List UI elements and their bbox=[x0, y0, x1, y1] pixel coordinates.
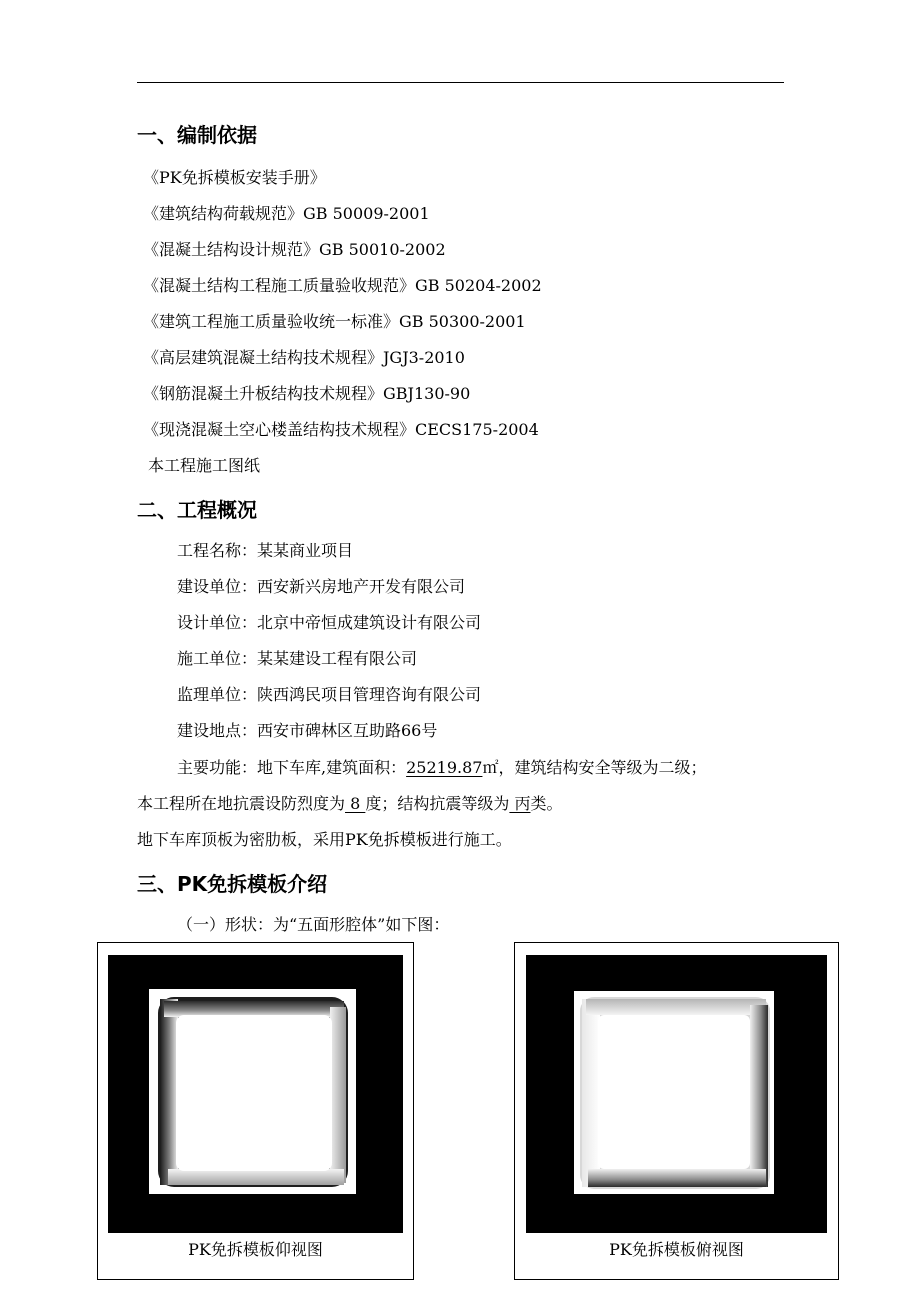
project-info-item: 建设地点：西安市碑林区互助路66号 bbox=[177, 721, 438, 740]
function-prefix: 主要功能：地下车库,建筑面积： bbox=[177, 758, 407, 777]
reference-item: 《现浇混凝土空心楼盖结构技术规程》CECS175-2004 bbox=[143, 420, 539, 439]
reference-item: 《高层建筑混凝土结构技术规程》JGJ3-2010 bbox=[143, 348, 465, 367]
main-function-line bbox=[177, 757, 706, 779]
project-info-item: 监理单位：陕西鸿民项目管理咨询有限公司 bbox=[177, 685, 482, 704]
project-info-item: 施工单位：某某建设工程有限公司 bbox=[177, 649, 418, 668]
reference-item: 《混凝土结构工程施工质量验收规范》GB 50204-2002 bbox=[143, 276, 542, 295]
reference-item: 《混凝土结构设计规范》GB 50010-2002 bbox=[143, 240, 446, 259]
section-heading-basis: 一、编制依据 bbox=[137, 123, 257, 147]
section-heading-overview: 二、工程概况 bbox=[137, 498, 257, 522]
seismic-suffix: 类。 bbox=[530, 794, 563, 813]
seismic-mid: 度；结构抗震等级为 bbox=[365, 794, 510, 813]
project-info-item: 建设单位：西安新兴房地产开发有限公司 bbox=[177, 577, 466, 596]
figure-box-top-view bbox=[514, 942, 839, 1280]
seismic-class-value: 丙 bbox=[509, 794, 531, 813]
figure-caption: PK免拆模板俯视图 bbox=[609, 1240, 744, 1259]
seismic-line bbox=[137, 793, 563, 815]
shape-line: （一）形状：为“五面形腔体”如下图： bbox=[177, 915, 450, 934]
figure-caption: PK免拆模板仰视图 bbox=[188, 1240, 323, 1259]
project-info-item: 工程名称：某某商业项目 bbox=[177, 541, 354, 560]
reference-item: 《钢筋混凝土升板结构技术规程》GBJ130-90 bbox=[143, 384, 471, 403]
seismic-degree-value: 8 bbox=[345, 794, 366, 813]
building-area-value: 25219.87 bbox=[406, 758, 483, 777]
function-suffix: ㎡，建筑结构安全等级为二级； bbox=[482, 758, 707, 777]
reference-item: 本工程施工图纸 bbox=[148, 456, 261, 475]
reference-item: 《建筑工程施工质量验收统一标准》GB 50300-2001 bbox=[143, 312, 526, 331]
header-rule bbox=[137, 82, 784, 83]
seismic-prefix: 本工程所在地抗震设防烈度为 bbox=[137, 794, 346, 813]
section-heading-intro: 三、PK免拆模板介绍 bbox=[137, 872, 328, 896]
project-info-item: 设计单位：北京中帝恒成建筑设计有限公司 bbox=[177, 613, 482, 632]
reference-item: 《建筑结构荷载规范》GB 50009-2001 bbox=[143, 204, 430, 223]
formwork-bottom-view-image bbox=[108, 955, 403, 1233]
reference-item: 《PK免拆模板安装手册》 bbox=[143, 168, 326, 187]
roof-note: 地下车库顶板为密肋板，采用PK免拆模板进行施工。 bbox=[137, 830, 512, 849]
formwork-top-view-image bbox=[526, 955, 827, 1233]
figure-box-bottom-view bbox=[97, 942, 414, 1280]
